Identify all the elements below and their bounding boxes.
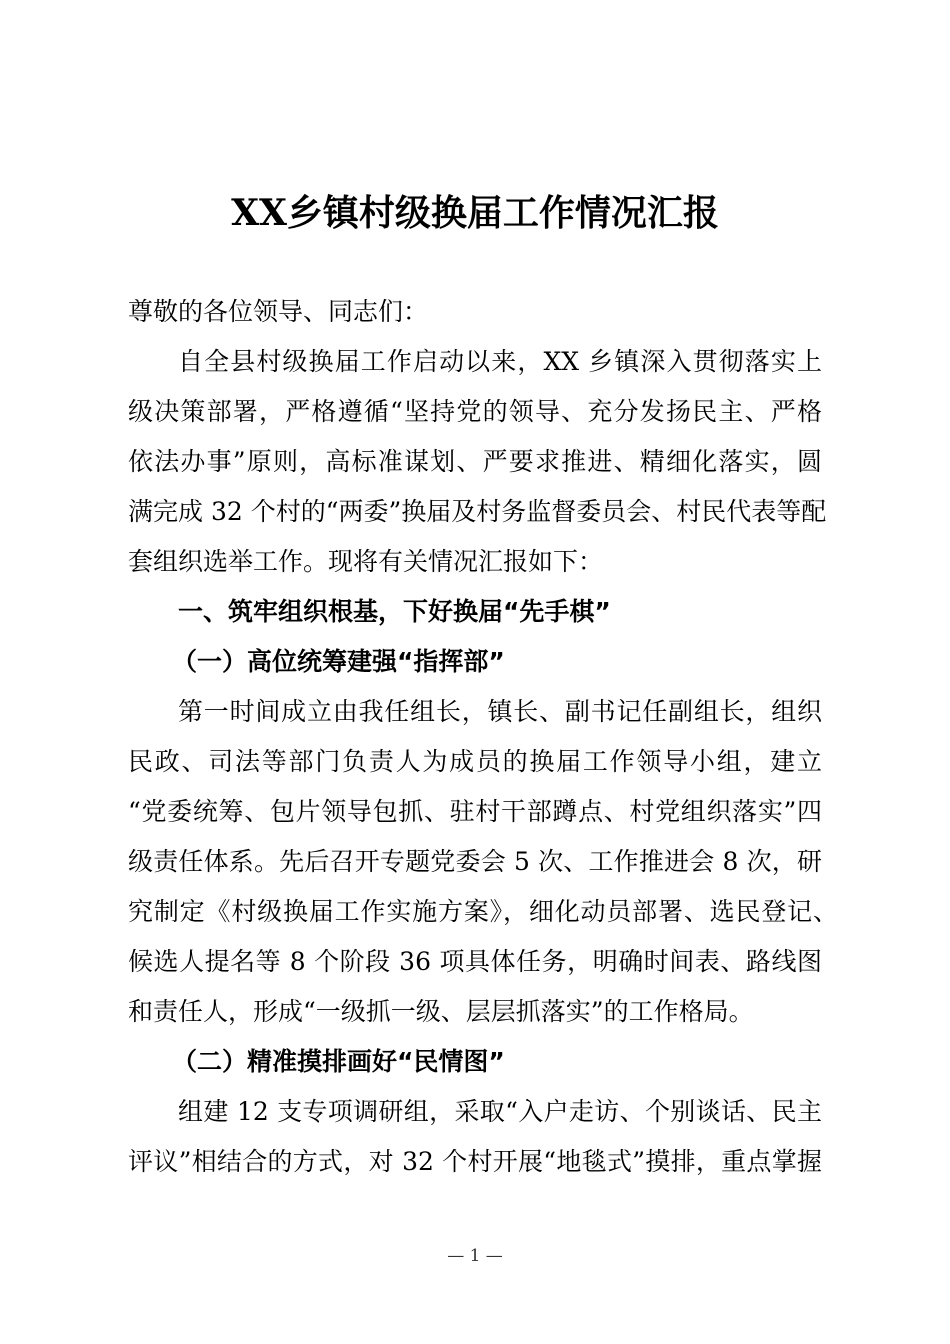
paragraph-line: 组建 12 支专项调研组，采取“入户走访、个别谈话、民主 [178, 1097, 822, 1126]
document-title: XX乡镇村级换届工作情况汇报 [231, 192, 719, 234]
paragraph-line: 依法办事”原则，高标准谋划、严要求推进、精细化落实，圆 [128, 447, 822, 476]
paragraph-line: 第一时间成立由我任组长，镇长、副书记任副组长，组织 [178, 697, 822, 726]
paragraph-line: 自全县村级换届工作启动以来，XX 乡镇深入贯彻落实上 [178, 347, 822, 376]
paragraph-line: 候选人提名等 8 个阶段 36 项具体任务，明确时间表、路线图 [128, 947, 822, 976]
paragraph-line: 套组织选举工作。现将有关情况汇报如下： [128, 547, 604, 576]
paragraph-line: 和责任人，形成“一级抓一级、层层抓落实”的工作格局。 [128, 997, 754, 1026]
paragraph-line: 级决策部署，严格遵循“坚持党的领导、充分发扬民主、严格 [128, 397, 822, 426]
paragraph-line: 级责任体系。先后召开专题党委会 5 次、工作推进会 8 次，研 [128, 847, 822, 876]
paragraph-line: “党委统筹、包片领导包抓、驻村干部蹲点、村党组织落实”四 [128, 797, 822, 826]
paragraph-line: 评议”相结合的方式，对 32 个村开展“地毯式”摸排，重点掌握 [128, 1147, 822, 1176]
paragraph-line: 满完成 32 个村的“两委”换届及村务监督委员会、村民代表等配 [128, 497, 827, 526]
section-heading: 一、筑牢组织根基，下好换届“先手棋” [178, 597, 611, 626]
paragraph-line: 究制定《村级换届工作实施方案》，细化动员部署、选民登记、 [128, 897, 838, 926]
page-number: — 1 — [447, 1246, 503, 1266]
paragraph-line: 民政、司法等部门负责人为成员的换届工作领导小组，建立 [128, 747, 822, 776]
subsection-heading: （一）高位统筹建强“指挥部” [172, 647, 505, 676]
salutation: 尊敬的各位领导、同志们： [128, 297, 429, 326]
subsection-heading: （二）精准摸排画好“民情图” [172, 1047, 505, 1076]
